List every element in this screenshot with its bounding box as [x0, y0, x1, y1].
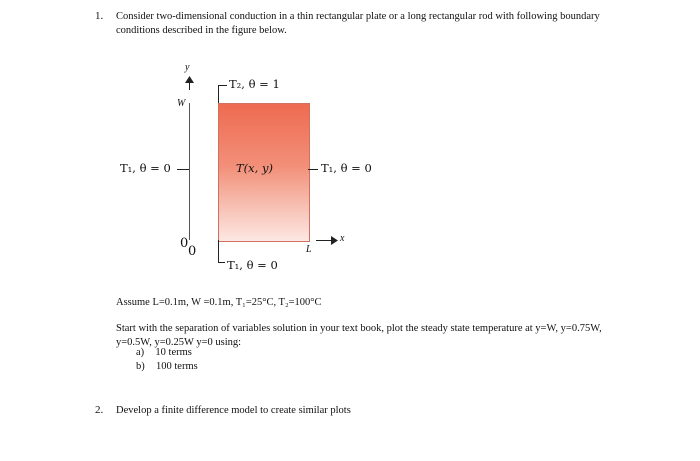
option-a — [136, 346, 198, 360]
right-boundary-tick — [308, 169, 318, 170]
assumptions-text: Assume L=0.1m, W =0.1m, T₁=25°C, T₂=100°C — [116, 297, 322, 308]
question-1-line-2: conditions described in the figure below. — [116, 25, 287, 36]
question-1-line-1: Consider two-dimensional conduction in a thin rectangular plate or a long rectangular rod with following boundary — [116, 11, 600, 22]
question-1-number: 1. — [95, 10, 104, 22]
bottom-bracket-horizontal — [218, 262, 225, 263]
x-axis-arrow-line — [316, 240, 332, 241]
l-label: L — [306, 244, 312, 255]
bottom-boundary-label: T₁, θ = 0 — [227, 258, 278, 272]
option-a-text: 10 terms — [155, 347, 192, 358]
top-bracket-horizontal — [218, 85, 227, 86]
instructions-line-2: y=0.5W, y=0.25W y=0 using: — [116, 337, 242, 348]
origin-label-2: 0 — [188, 244, 197, 259]
instructions-line-1: Start with the separation of variables solution in your text book, plot the steady state temperature at y=W, y=0.75W, — [116, 323, 602, 334]
option-b — [136, 360, 198, 374]
top-boundary-label: T₂, θ = 1 — [229, 77, 280, 91]
instructions-text — [116, 322, 691, 350]
option-a-marker: a) — [136, 347, 145, 358]
right-boundary-label: T₁, θ = 0 — [321, 161, 372, 175]
option-b-marker: b) — [136, 361, 145, 372]
option-list — [136, 346, 198, 374]
x-axis-arrow-icon — [331, 236, 338, 245]
question-2-text: Develop a finite difference model to create similar plots — [116, 405, 351, 416]
bottom-bracket-vertical — [218, 240, 219, 262]
origin-label: 0 — [180, 236, 189, 251]
w-label: W — [177, 98, 186, 109]
left-boundary-tick — [177, 169, 189, 170]
top-bracket-vertical — [218, 85, 219, 103]
question-1-text — [116, 10, 686, 38]
y-axis-line — [189, 103, 190, 240]
option-b-text: 100 terms — [156, 361, 198, 372]
y-axis-arrow-icon — [185, 76, 194, 83]
left-boundary-label: T₁, θ = 0 — [120, 161, 171, 175]
x-axis-label: x — [340, 233, 345, 244]
center-temperature-label: T(x, y) — [236, 161, 273, 175]
y-axis-label: y — [185, 62, 190, 73]
question-2-number: 2. — [95, 404, 104, 416]
